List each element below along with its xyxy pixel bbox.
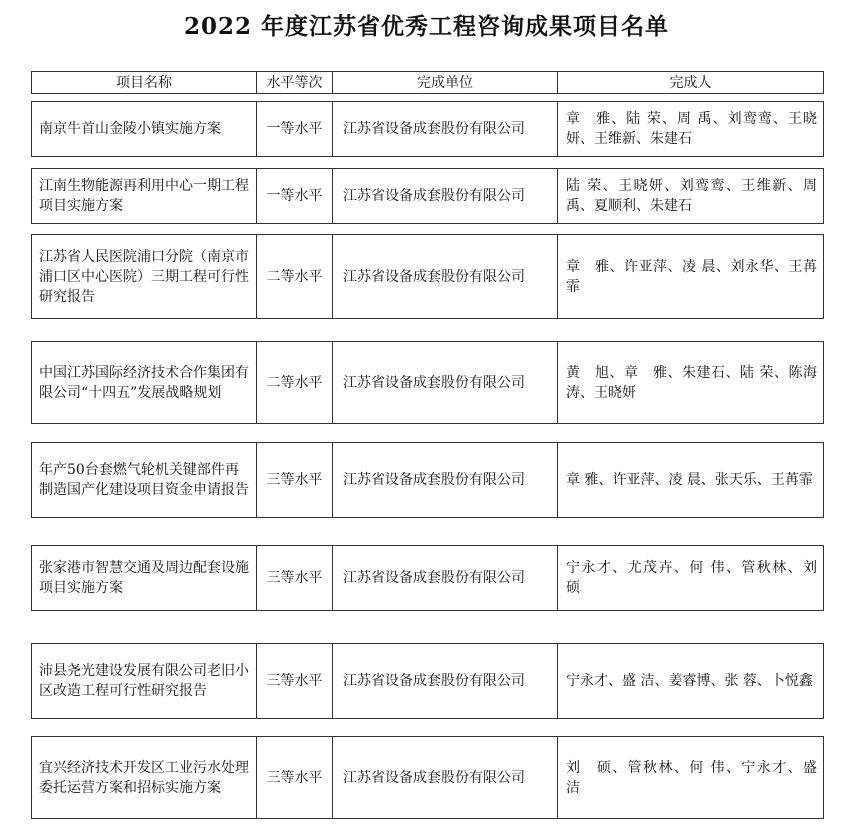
people-cell: 章 雅、许亚萍、凌 晨、张天乐、王苒霏 (557, 443, 823, 517)
level-cell: 三等水平 (256, 737, 332, 818)
project-name-cell: 沛县尧光建设发展有限公司老旧小区改造工程可行性研究报告 (39, 663, 249, 699)
unit-cell: 江苏省设备成套股份有限公司 (332, 443, 557, 517)
level-cell: 二等水平 (256, 235, 332, 318)
column-header-level: 水平等次 (256, 72, 332, 93)
table-row (31, 736, 831, 819)
unit-cell: 江苏省设备成套股份有限公司 (332, 235, 557, 318)
people-cell: 章 雅、陆 荣、周 禹、刘鸾鸾、王晓妍、王维新、朱建石 (557, 102, 823, 156)
project-name-cell: 宜兴经济技术开发区工业污水处理委托运营方案和招标实施方案 (39, 759, 249, 796)
project-name-cell: 张家港市智慧交通及周边配套设施项目实施方案 (39, 560, 249, 596)
people-cell: 章 雅、许亚萍、凌 晨、刘永华、王苒霏 (557, 235, 823, 318)
column-header-unit: 完成单位 (332, 72, 557, 93)
level-cell: 三等水平 (256, 644, 332, 718)
column-header-people: 完成人 (557, 72, 823, 93)
column-header-name: 项目名称 (116, 74, 172, 91)
unit-cell: 江苏省设备成套股份有限公司 (332, 546, 557, 610)
level-cell: 三等水平 (256, 546, 332, 610)
level-cell: 三等水平 (256, 443, 332, 517)
people-cell: 宁永才、盛 洁、姜睿博、张 蓉、卜悦鑫 (557, 644, 823, 718)
project-name-cell: 南京牛首山金陵小镇实施方案 (39, 121, 221, 137)
people-cell: 刘 硕、管秋林、何 伟、宁永才、盛 洁 (557, 737, 823, 818)
unit-cell: 江苏省设备成套股份有限公司 (332, 169, 557, 223)
level-cell: 二等水平 (256, 342, 332, 423)
level-cell: 一等水平 (256, 102, 332, 156)
table-row (31, 234, 824, 319)
level-cell: 一等水平 (256, 169, 332, 223)
page-title: 2022 年度江苏省优秀工程咨询成果项目名单 (183, 13, 670, 40)
project-name-cell: 中国江苏国际经济技术合作集团有限公司“十四五”发展战略规划 (39, 364, 249, 401)
table-row (31, 442, 824, 518)
people-cell: 黄 旭、章 雅、朱建石、陆 荣、陈海涛、王晓妍 (557, 342, 823, 423)
people-cell: 陆 荣、王晓妍、刘鸾鸾、王维新、周 禹、夏顺利、朱建石 (557, 169, 823, 223)
people-cell: 宁永才、尤茂卉、何 伟、管秋林、刘 硕 (557, 546, 823, 610)
table-header (31, 71, 824, 94)
project-name-cell: 江南生物能源再利用中心一期工程项目实施方案 (39, 178, 249, 214)
unit-cell: 江苏省设备成套股份有限公司 (332, 102, 557, 156)
table-row (31, 545, 831, 611)
unit-cell: 江苏省设备成套股份有限公司 (332, 644, 557, 718)
unit-cell: 江苏省设备成套股份有限公司 (332, 342, 557, 423)
project-name-cell: 江苏省人民医院浦口分院（南京市浦口区中心医院）三期工程可行性研究报告 (39, 248, 249, 305)
table-row (31, 168, 824, 224)
table-row (31, 101, 824, 157)
table-row (31, 341, 824, 424)
table-row (31, 643, 824, 719)
unit-cell: 江苏省设备成套股份有限公司 (332, 737, 557, 818)
project-name-cell: 年产50台套燃气轮机关键部件再制造国产化建设项目资金申请报告 (39, 462, 249, 498)
